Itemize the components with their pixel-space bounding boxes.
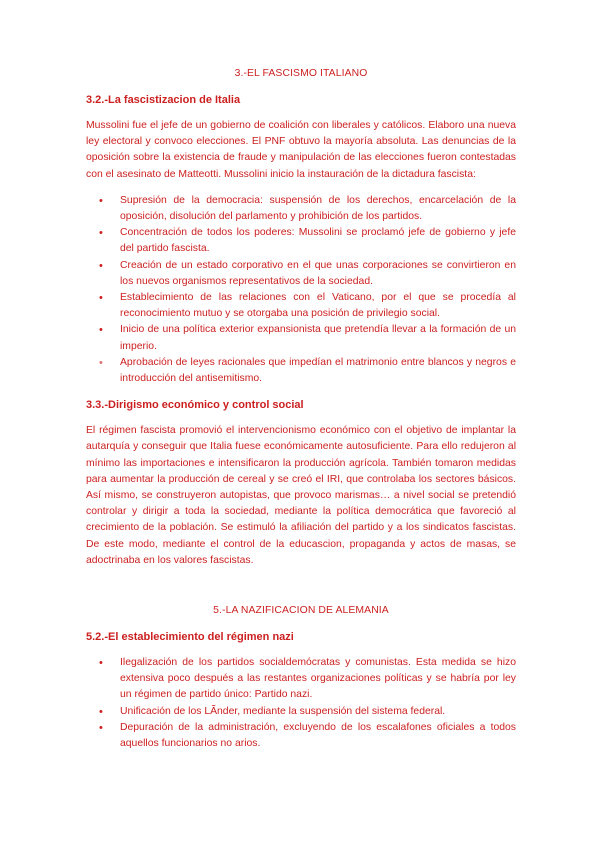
list-item-text: Inicio de una política exterior expansionista que pretendía llevar a la formación de un imperio. — [120, 324, 516, 352]
list-item — [86, 322, 516, 354]
bullet-icon: • — [99, 324, 103, 337]
list-item — [86, 720, 516, 752]
bullet-icon: • — [99, 194, 103, 207]
subheading-fascistizacion: 3.2.-La fascistizacion de Italia — [86, 94, 241, 106]
list-item-text: Ilegalización de los partidos socialdemócratas y comunistas. Esta medida se hizo extensiva poco después a las restantes organizaciones políticas y se habría por ley un régimen de partido único: Partido nazi. — [120, 657, 516, 701]
bullet-icon: • — [99, 356, 103, 369]
section-title-fascismo: 3.-EL FASCISMO ITALIANO — [234, 68, 368, 79]
section-title-nazificacion: 5.-LA NAZIFICACION DE ALEMANIA — [213, 605, 389, 617]
bullet-icon: • — [99, 705, 103, 718]
list-item-text: Aprobación de leyes racionales que impedían el matrimonio entre blancos y negros e introducción del antisemitismo. — [120, 356, 516, 385]
list-item-text: Depuración de la administración, excluyendo de los escalafones oficiales a todos aquellos funcionarios no arios. — [120, 721, 516, 750]
nazi-bullet-list — [86, 655, 516, 752]
bullet-icon: • — [99, 227, 103, 240]
list-item-text: Establecimiento de las relaciones con el Vaticano, por el que se procedía al reconocimiento mutuo y se otorgaba una posición de privilegio social. — [120, 292, 516, 320]
list-item-text: Concentración de todos los poderes: Mussolini se proclamó jefe de gobierno y jefe del partido fascista. — [120, 227, 516, 255]
document-content — [86, 66, 516, 762]
bullet-icon: • — [99, 259, 103, 272]
list-item — [86, 290, 516, 322]
section-spacer — [86, 579, 516, 603]
list-item — [86, 355, 516, 387]
bullet-icon: • — [99, 657, 103, 670]
list-item — [86, 704, 516, 720]
list-item — [86, 225, 516, 257]
dirigismo-paragraph: El régimen fascista promovió el intervencionismo económico con el objetivo de implantar la autarquía y conseguir que Italia fuese económicamente autosuficiente. Para ello redujeron al mínimo las importaciones e intensificaron la producción agrícola. También tomaron medidas para aumentar la producción de cereal y se creó el IRI, que controlaba los sectores básicos. Así mismo, se construyeron autopistas, que provoco marismas… a nivel social se pretendió controlar y dirigir a toda la sociedad, mediante la política democrática que favoreció al crecimiento de la población. Se estimuló la afiliación del partido y a los sindicatos fascistas. De este modo, mediante el control de la educascion, propaganda y actos de masas, se adoctrinaba en los valores fascistas. — [86, 425, 516, 566]
list-item-text: Supresión de la democracia: suspensión de los derechos, encarcelación de la oposición, disolución del parlamento y prohibición de los partidos. — [120, 194, 516, 223]
fascism-bullet-list — [86, 193, 516, 387]
bullet-icon: • — [99, 292, 103, 305]
subheading-dirigismo: 3.3.-Dirigismo económico y control social — [86, 399, 304, 412]
list-item — [86, 193, 516, 225]
list-item-text: Unificación de los LÃnder, mediante la suspensión del sistema federal. — [120, 705, 446, 717]
list-item — [86, 258, 516, 290]
list-item — [86, 655, 516, 704]
bullet-icon: • — [99, 721, 103, 734]
subheading-regimen-nazi: 5.2.-El establecimiento del régimen nazi — [86, 631, 294, 644]
intro-paragraph: Mussolini fue el jefe de un gobierno de coalición con liberales y católicos. Elaboro una nueva ley electoral y convoco elecciones. El PNF obtuvo la mayoría absoluta. Las denuncias de la oposición sobre la existencia de fraude y manipulación de las elecciones fueron contestadas con el asesinato de Matteotti. Mussolini inicio la instauración de la dictadura fascista: — [86, 120, 516, 180]
list-item-text: Creación de un estado corporativo en el que unas corporaciones se convirtieron en los nuevos organismos representativos de la sociedad. — [120, 259, 516, 287]
